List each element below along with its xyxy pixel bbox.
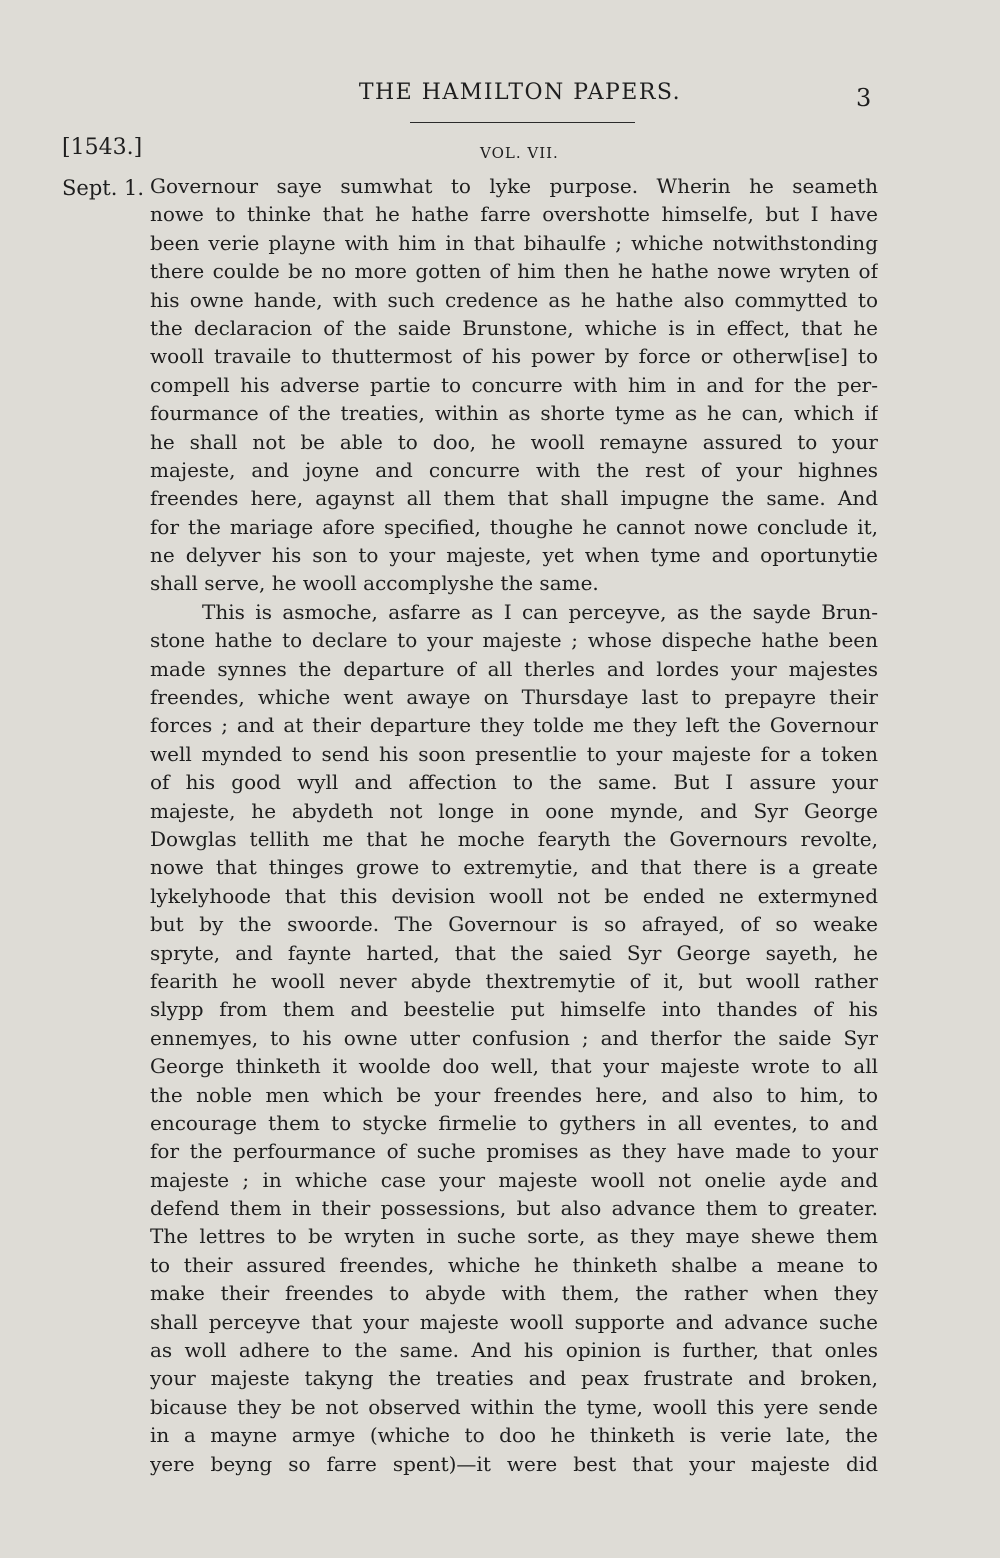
text-line: your majeste takyng the treaties and peax frustrate and broken,	[150, 1366, 878, 1391]
text-line: ennemyes, to his owne utter confusion ; and therfor the saide Syr	[150, 1025, 878, 1050]
text-line: Governour saye sumwhat to lyke purpose. Wherin he seameth	[150, 174, 878, 198]
text-line: The lettres to be wryten in suche sorte, as they maye shewe them	[150, 1224, 878, 1249]
text-line: yere beyng so farre spent)—it were best that your majeste did	[150, 1451, 878, 1476]
date-margin-note: Sept. 1.	[62, 176, 145, 200]
text-line: fearith he wooll never abyde thextremytie of it, but wooll rather	[150, 968, 878, 993]
text-line: George thinketh it woolde doo well, that your majeste wrote to all	[150, 1054, 878, 1079]
text-line: Dowglas tellith me that he moche fearyth the Governours revolte,	[150, 826, 878, 851]
text-line: for the perfourmance of suche promises as they have made to your	[150, 1139, 878, 1164]
text-line: as woll adhere to the same. And his opinion is further, that onles	[150, 1338, 878, 1363]
text-line: made synnes the departure of all therles and lordes your majestes	[150, 656, 878, 681]
text-line: forces ; and at their departure they tolde me they left the Governour	[150, 713, 878, 738]
text-line: stone hathe to declare to your majeste ; whose dispeche hathe been	[150, 628, 878, 653]
text-line: fourmance of the treaties, within as shorte tyme as he can, which if	[150, 401, 878, 426]
text-line: nowe to thinke that he hathe farre overshotte himselfe, but I have	[150, 202, 878, 227]
text-line: bicause they be not observed within the tyme, wooll this yere sende	[150, 1394, 878, 1419]
text-line: defend them in their possessions, but also advance them to greater.	[150, 1196, 878, 1221]
text-line: of his good wyll and affection to the same. But I assure your	[150, 770, 878, 795]
page-number: 3	[856, 84, 872, 112]
volume-label: VOL. VII.	[480, 144, 559, 162]
text-line: to their assured freendes, whiche he thinketh shalbe a meane to	[150, 1252, 878, 1277]
text-line: shall perceyve that your majeste wooll supporte and advance suche	[150, 1309, 878, 1334]
text-line: lykelyhoode that this devision wooll not be ended ne extermyned	[150, 883, 878, 908]
text-line: compell his adverse partie to concurre with him in and for the per-	[150, 372, 878, 397]
text-line: the declaracion of the saide Brunstone, whiche is in effect, that he	[150, 315, 878, 340]
text-line: in a mayne armye (whiche to doo he thinketh is verie late, the	[150, 1423, 878, 1448]
text-line: ne delyver his son to your majeste, yet when tyme and oportunytie	[150, 543, 878, 568]
text-line: wooll travaile to thuttermost of his power by force or otherw[ise] to	[150, 344, 878, 369]
text-line: he shall not be able to doo, he wooll remayne assured to your	[150, 429, 878, 454]
text-line: freendes, whiche went awaye on Thursdaye last to prepayre their	[150, 685, 878, 710]
text-line: This is asmoche, asfarre as I can perceyve, as the sayde Brun-	[202, 599, 878, 624]
body-text	[150, 172, 878, 1478]
text-line: freendes here, agaynst all them that shall impugne the same. And	[150, 486, 878, 511]
text-line: for the mariage afore specified, thoughe he cannot nowe conclude it,	[150, 514, 878, 539]
text-line: slypp from them and beestelie put himselfe into thandes of his	[150, 997, 878, 1022]
text-line: majeste, he abydeth not longe in oone mynde, and Syr George	[150, 798, 878, 823]
text-line: encourage them to stycke firmelie to gythers in all eventes, to and	[150, 1110, 878, 1135]
text-line: nowe that thinges growe to extremytie, and that there is a greate	[150, 855, 878, 880]
text-line: the noble men which be your freendes here, and also to him, to	[150, 1082, 878, 1107]
text-line: majeste, and joyne and concurre with the rest of your highnes	[150, 457, 878, 482]
text-line: his owne hande, with such credence as he hathe also commytted to	[150, 287, 878, 312]
text-line: there coulde be no more gotten of him then he hathe nowe wryten of	[150, 259, 878, 284]
text-line: spryte, and faynte harted, that the saied Syr George sayeth, he	[150, 940, 878, 965]
text-line: well mynded to send his soon presentlie to your majeste for a token	[150, 741, 878, 766]
text-line: make their freendes to abyde with them, the rather when they	[150, 1281, 878, 1306]
running-title: THE HAMILTON PAPERS.	[358, 80, 682, 105]
text-line: but by the swoorde. The Governour is so afrayed, of so weake	[150, 912, 878, 937]
text-line: been verie playne with him in that bihaulfe ; whiche notwithstonding	[150, 230, 878, 255]
text-line: majeste ; in whiche case your majeste wooll not onelie ayde and	[150, 1167, 878, 1192]
year-note: [1543.]	[62, 135, 143, 160]
header-rule	[410, 122, 635, 123]
text-line: shall serve, he wooll accomplyshe the same.	[150, 571, 599, 596]
